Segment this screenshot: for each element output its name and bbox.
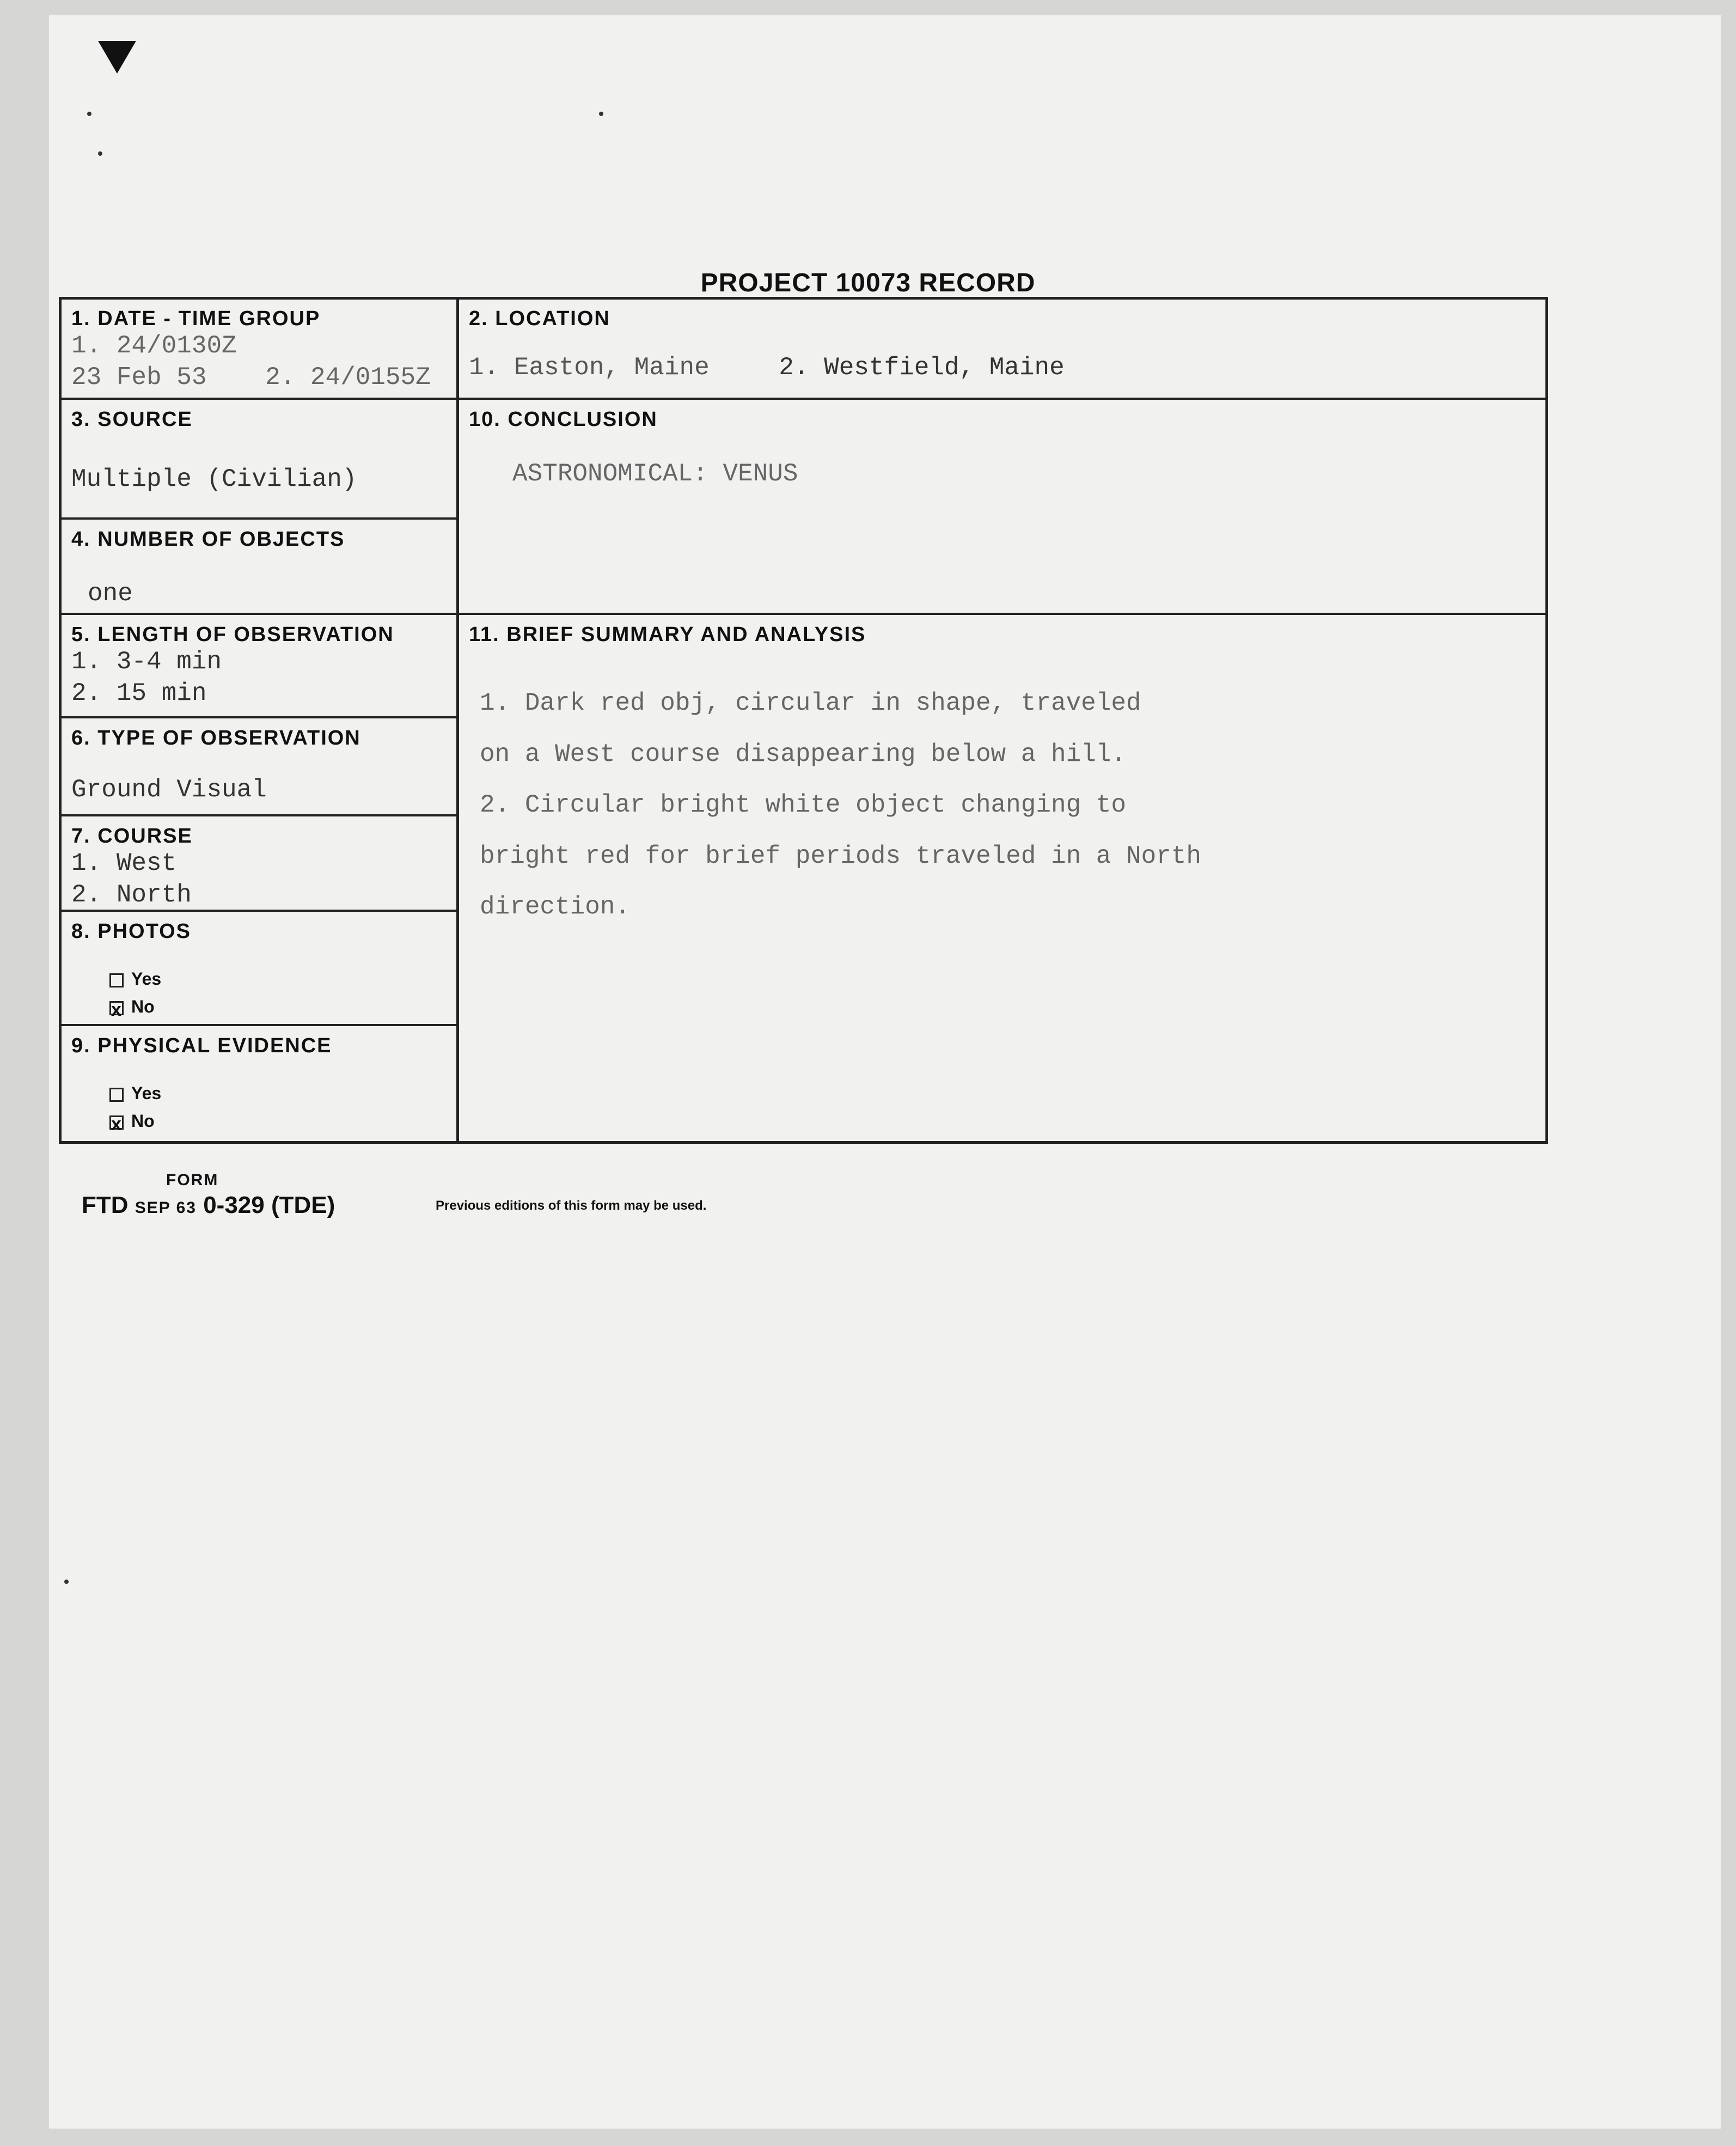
photos-label: 8. PHOTOS bbox=[71, 920, 192, 943]
date-time-group-label: 1. DATE - TIME GROUP bbox=[71, 307, 321, 330]
course-cell bbox=[62, 817, 456, 910]
summary-line: bright red for brief periods traveled in a North bbox=[480, 842, 1202, 870]
location-value-2: 2. Westfield, Maine bbox=[779, 353, 1065, 382]
physical-evidence-no-label: No bbox=[131, 1111, 155, 1131]
form-title: PROJECT 10073 RECORD bbox=[700, 269, 1036, 297]
source-label: 3. SOURCE bbox=[71, 408, 193, 431]
physical-evidence-cell bbox=[62, 1027, 456, 1144]
length-of-observation-label: 5. LENGTH OF OBSERVATION bbox=[71, 623, 394, 646]
location-values bbox=[469, 352, 1536, 384]
course-label: 7. COURSE bbox=[71, 825, 193, 848]
checkbox-checked[interactable] bbox=[109, 1001, 124, 1015]
speck bbox=[87, 112, 91, 116]
location-label: 2. LOCATION bbox=[469, 307, 610, 330]
row-divider bbox=[62, 517, 456, 520]
length-value-1: 1. 3-4 min bbox=[71, 648, 222, 676]
source-value: Multiple (Civilian) bbox=[71, 465, 357, 493]
footer-note: Previous editions of this form may be used. bbox=[436, 1198, 707, 1213]
photos-yes-label: Yes bbox=[131, 969, 162, 989]
conclusion-cell bbox=[459, 400, 1545, 613]
type-of-observation-label: 6. TYPE OF OBSERVATION bbox=[71, 727, 361, 749]
speck bbox=[599, 112, 603, 116]
checkbox-checked[interactable] bbox=[109, 1115, 124, 1130]
observation-time-2: 2. 24/0155Z bbox=[265, 363, 431, 392]
footer-date-code: SEP 63 bbox=[135, 1199, 197, 1217]
physical-evidence-yes-label: Yes bbox=[131, 1083, 162, 1103]
type-of-observation-cell bbox=[62, 719, 456, 814]
course-value-2: 2. North bbox=[71, 880, 192, 909]
number-of-objects-cell bbox=[62, 520, 456, 613]
speck bbox=[64, 1580, 69, 1584]
type-of-observation-value: Ground Visual bbox=[71, 776, 267, 804]
punch-mark bbox=[98, 41, 136, 74]
row-divider bbox=[62, 814, 456, 816]
summary-cell bbox=[459, 615, 1545, 1144]
number-of-objects-value: one bbox=[88, 580, 133, 608]
photos-no-label: No bbox=[131, 997, 155, 1017]
footer-form-word: FORM bbox=[166, 1171, 219, 1189]
photos-cell bbox=[62, 912, 456, 1024]
speck bbox=[98, 151, 102, 156]
length-of-observation-cell bbox=[62, 615, 456, 716]
photos-yes-option[interactable] bbox=[109, 965, 447, 993]
footer-form-number: 0-329 (TDE) bbox=[203, 1192, 335, 1218]
date-time-value-2 bbox=[71, 362, 447, 394]
date-time-value-1: 1. 24/0130Z bbox=[71, 332, 237, 360]
summary-line: 2. Circular bright white object changing to bbox=[480, 791, 1126, 819]
number-of-objects-label: 4. NUMBER OF OBJECTS bbox=[71, 528, 345, 551]
summary-label: 11. BRIEF SUMMARY AND ANALYSIS bbox=[469, 623, 866, 646]
summary-line: 1. Dark red obj, circular in shape, traveled bbox=[480, 689, 1141, 717]
row-divider bbox=[62, 613, 1545, 615]
physical-evidence-yes-option[interactable] bbox=[109, 1080, 447, 1107]
checkbox[interactable] bbox=[109, 1088, 124, 1102]
photos-no-option[interactable] bbox=[109, 993, 447, 1021]
record-form bbox=[59, 297, 1548, 1144]
length-value-2: 2. 15 min bbox=[71, 679, 207, 708]
location-value-1: 1. Easton, Maine bbox=[469, 353, 710, 382]
summary-line: direction. bbox=[480, 893, 631, 921]
row-divider bbox=[62, 716, 456, 718]
location-cell bbox=[459, 300, 1545, 398]
summary-line: on a West course disappearing below a hill. bbox=[480, 740, 1126, 769]
footer-form-code bbox=[82, 1192, 335, 1219]
conclusion-label: 10. CONCLUSION bbox=[469, 408, 658, 431]
observation-date: 23 Feb 53 bbox=[71, 363, 207, 392]
date-time-group-cell bbox=[62, 300, 456, 398]
footer-ftd: FTD bbox=[82, 1192, 129, 1218]
row-divider bbox=[62, 398, 1545, 400]
physical-evidence-no-option[interactable] bbox=[109, 1107, 447, 1135]
summary-text bbox=[480, 668, 1536, 943]
course-value-1: 1. West bbox=[71, 849, 177, 877]
source-cell bbox=[62, 400, 456, 517]
conclusion-value: ASTRONOMICAL: VENUS bbox=[512, 460, 798, 488]
checkbox[interactable] bbox=[109, 973, 124, 987]
physical-evidence-label: 9. PHYSICAL EVIDENCE bbox=[71, 1034, 332, 1057]
